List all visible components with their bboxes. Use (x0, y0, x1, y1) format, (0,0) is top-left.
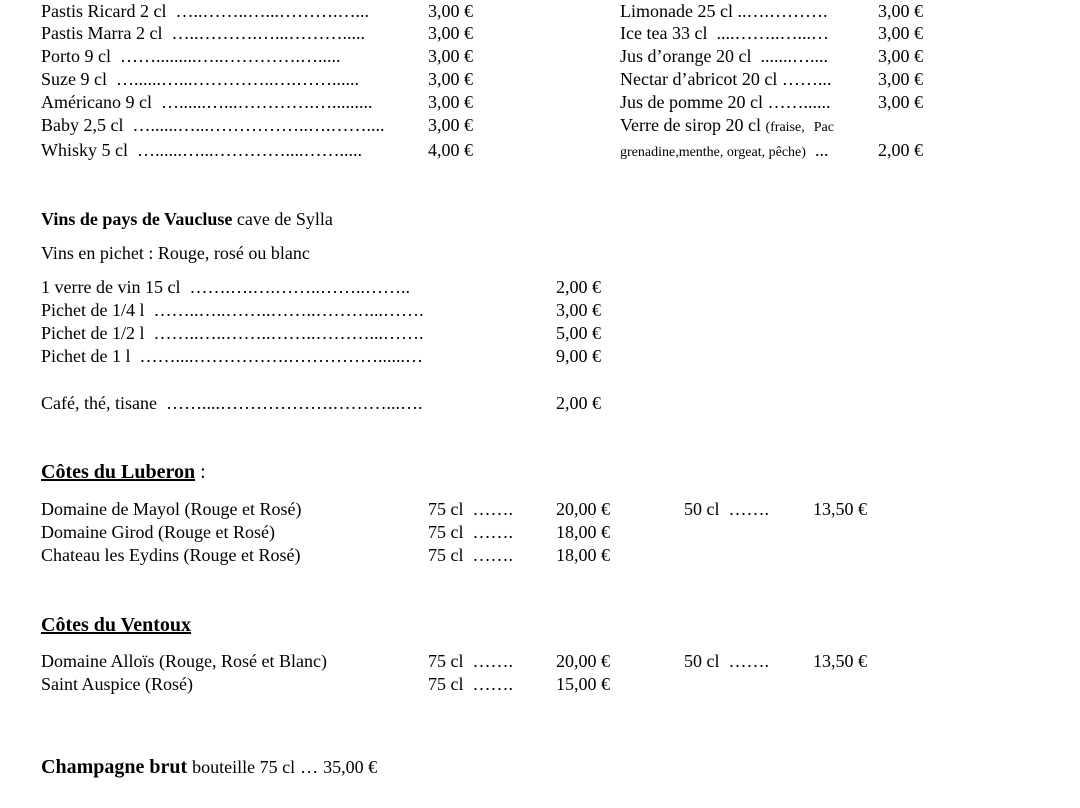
list-item: Whisky 5 cl …......…...…………....……..... (41, 140, 362, 160)
bottle-size: 75 cl ……. (428, 522, 513, 542)
price: 3,00 € (428, 46, 473, 66)
list-item: Pichet de 1/4 l ……..…..……..……..………...……. (41, 300, 424, 320)
bottle-size: 75 cl ……. (428, 499, 513, 519)
section-title: Côtes du Ventoux (41, 614, 192, 636)
list-item: Pastis Ricard 2 cl …..……..…...……….…... (41, 1, 369, 21)
list-item: Nectar d’abricot 20 cl ……... (620, 69, 832, 89)
price: 2,00 € (556, 393, 601, 413)
list-item: Porto 9 cl …….........…..………….…..... (41, 46, 341, 66)
wine-name: Saint Auspice (Rosé) (41, 674, 193, 694)
price: 3,00 € (878, 46, 923, 66)
list-item: Jus d’orange 20 cl .......….... (620, 46, 828, 66)
price: 5,00 € (556, 323, 601, 343)
section-title: Côtes du Luberon : (41, 461, 206, 483)
wine-name: Domaine Girod (Rouge et Rosé) (41, 522, 275, 542)
list-item: Pichet de 1 l ……....…………….……………......… (41, 346, 423, 366)
bottle-size: 75 cl ……. (428, 674, 513, 694)
price: 4,00 € (428, 140, 473, 160)
bottle-size: 75 cl ……. (428, 651, 513, 671)
section-subtitle: Vins en pichet : Rouge, rosé ou blanc (41, 243, 310, 263)
price: 2,00 € (878, 140, 923, 160)
price: 3,00 € (428, 23, 473, 43)
list-item: Pastis Marra 2 cl …..……….…...………..... (41, 23, 365, 43)
list-item: Suze 9 cl …......…...…………..….……...... (41, 69, 359, 89)
wine-name: Domaine de Mayol (Rouge et Rosé) (41, 499, 302, 519)
price: 15,00 € (556, 674, 610, 694)
price: 3,00 € (556, 300, 601, 320)
list-item: Baby 2,5 cl …......…...……………..….…….... (41, 115, 385, 135)
list-item: Jus de pomme 20 cl ……...... (620, 92, 831, 112)
list-item: Américano 9 cl …......…...………….…......... (41, 92, 373, 112)
price: 3,00 € (428, 115, 473, 135)
price: 3,00 € (428, 92, 473, 112)
wine-name: Domaine Alloïs (Rouge, Rosé et Blanc) (41, 651, 327, 671)
price: 3,00 € (428, 69, 473, 89)
section-title: Vins de pays de Vaucluse cave de Sylla (41, 209, 333, 229)
price: 18,00 € (556, 522, 610, 542)
price: 20,00 € (556, 499, 610, 519)
list-item: Limonade 25 cl ..….………. (620, 1, 828, 21)
price: 18,00 € (556, 545, 610, 565)
price: 13,50 € (813, 499, 867, 519)
price: 3,00 € (428, 1, 473, 21)
wine-name: Chateau les Eydins (Rouge et Rosé) (41, 545, 301, 565)
bottle-size: 50 cl ……. (684, 499, 769, 519)
price: 3,00 € (878, 69, 923, 89)
sirop-line-2: grenadine,menthe, orgeat, pêche) ... (620, 140, 829, 160)
sirop-line-1: Verre de sirop 20 cl (fraise, Pac (620, 115, 834, 135)
price: 35,00 € (323, 757, 378, 777)
champagne-line: Champagne brut bouteille 75 cl … 35,00 € (41, 756, 378, 778)
price: 3,00 € (878, 23, 923, 43)
bottle-size: 75 cl ……. (428, 545, 513, 565)
price: 2,00 € (556, 277, 601, 297)
price: 3,00 € (878, 1, 923, 21)
bottle-size: 50 cl ……. (684, 651, 769, 671)
price: 20,00 € (556, 651, 610, 671)
list-item: 1 verre de vin 15 cl …….….….……..……..…….. (41, 277, 410, 297)
list-item: Ice tea 33 cl ....……..…...… (620, 23, 829, 43)
price: 3,00 € (878, 92, 923, 112)
price: 9,00 € (556, 346, 601, 366)
price: 13,50 € (813, 651, 867, 671)
list-item: Café, thé, tisane ……....……………….………...…. (41, 393, 423, 413)
list-item: Pichet de 1/2 l ……..…..……..……..………...……. (41, 323, 424, 343)
